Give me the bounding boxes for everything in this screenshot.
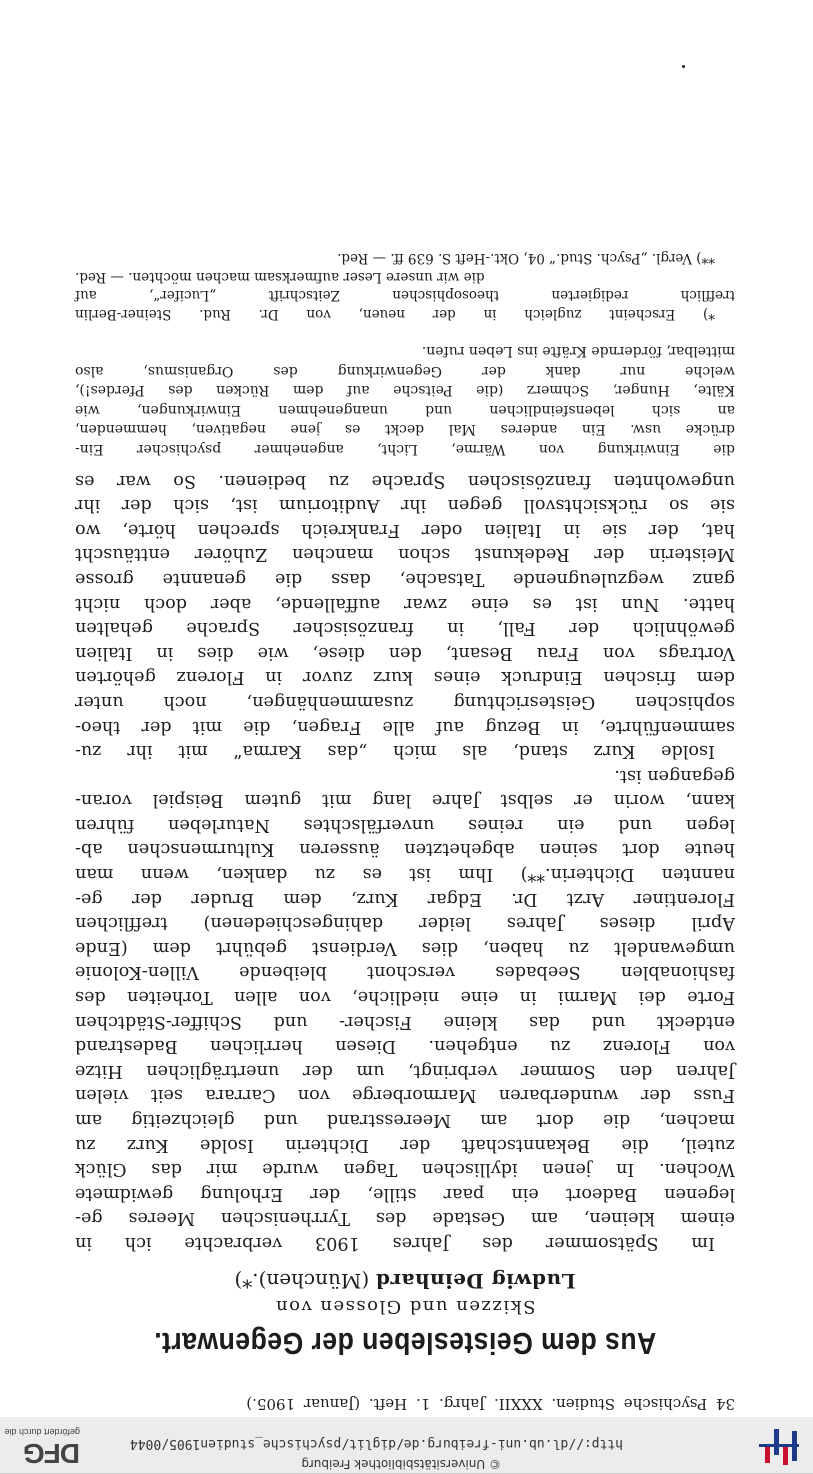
text-line: gewöhnlich der Fall, in französischer Sprache gehalten [75,618,735,639]
text-line: sophischen Geistesrichtung zusammenhängen, noch unter [75,691,735,712]
ub-freiburg-logo-icon [755,1425,801,1467]
text-line: an sich lebensfeindlichen und unangenehmen Einwirkungen, wie [75,402,735,418]
text-line: fashionablen Seebades verschont bleibende Villen-Kolonie [75,962,735,983]
text-line: machen, die dort am Meeresstrand und gleichzeitig am [75,1110,735,1131]
footnote-line: die wir unsere Leser aufmerksam machen möchten. — Red. [75,269,485,285]
text-line: nannten Dichterin.**) Ihm ist es zu danken, wenn man [75,864,735,885]
dfg-logo-letters: DFG [23,1438,80,1469]
text-line: ungewohnten französischen Sprache zu bedienen. So war es [75,470,735,491]
paragraph-3 [75,341,735,458]
author-name: Ludwig Deinhard [375,1269,576,1293]
text-line: ganz wegzuleugnende Tatsache, dass die genannte grosse [75,568,735,589]
paragraph-1 [75,763,735,1255]
dfg-logo [0,1423,86,1469]
scan-speck [682,65,685,68]
text-line: Florentiner Arzt Dr. Edgar Kurz, dem Bruder der ge- [75,888,735,909]
text-line: drücke usw. Ein anderes Mal deckt es jene negativen, hemmenden, [75,421,735,438]
text-line: Wochen. In jenen idyllischen Tagen wurde mir das Glück [75,1159,735,1180]
text-line: welche nur dank der Gegenwirkung des Organismus, also [75,363,735,379]
text-line: Im Spätsommer des Jahres 1903 verbrachte ich in [75,1233,715,1253]
document-url[interactable]: http://dl.ub.uni-freiburg.de/diglit/psychische_studien1905/0044 [129,1436,623,1451]
chapter-title: Aus dem Geistesleben der Gegenwart. [153,1326,657,1361]
footnotes [75,249,735,323]
text-line: legenen Badeort ein paar stille, der Erholung gewidmete [75,1183,735,1204]
text-line: Jahren den Sommer verbringt, um der unerträglichen Hitze [75,1060,735,1081]
chapter-subtitle: Skizzen und Glossen von [274,1296,536,1317]
library-footer-bar [0,1417,813,1474]
text-line: kann, worin er selbst Jahre lang mit gutem Beispiel voran- [75,790,735,811]
author-line [75,1269,735,1293]
text-line: zuteil, die Bekanntschaft der Dichterin Isolde Kurz zu [75,1134,735,1155]
text-line: umgewandelt zu haben, dies Verdienst gebührt dem (Ende [75,937,735,958]
copyright-notice: © Universitätsbibliothek Freiburg [301,1457,501,1471]
text-line: Kälte, Hunger, Schmerz (die Peitsche auf dem Rücken des Pferdes!), [75,382,735,399]
text-line: Fuss der wunderbaren Marmorberge von Carrara seit vielen [75,1085,735,1106]
text-line: die Einwirkung von Wärme, Licht, angenehmer psychischer Ein- [75,441,735,457]
text-line: hat, der sie in Italien oder Frankreich sprechen hörte, wo [75,519,735,540]
text-line: Isolde Kurz stand, als mich „das Karma“ mit ihr zu- [75,741,715,762]
footnote-line: *) Erscheint zugleich in der neuen, von Dr. Rud. Steiner-Berlin [75,306,715,322]
text-line: mittelbar, fördernde Kräfte ins Leben rufen. [421,343,735,360]
author-suffix: (München).*) [234,1269,376,1293]
footnote-line: **) Vergl. „Psych. Stud.“ 04, Okt.-Heft S. 639 ff. — Red. [337,250,715,267]
text-line: Forte dei Marmi in eine niedliche, von allen Torheiten des [75,987,735,1008]
text-line: von Florenz zu entgehen. Diesen herrlichen Badestrand [75,1036,735,1057]
running-head: 34 Psychische Studien. XXXII. Jahrg. 1. Heft. (Januar 1905.) [246,1395,735,1413]
text-line: einem kleinen, am Gestade des Tyrrhenischen Meeres ge- [75,1208,735,1229]
footnote-line: trefflich redigierten theosophischen Zeitschrift „Lucifer“, auf [75,287,735,304]
text-line: legen und ein reines unverfälschtes Naturleben führen [75,814,735,835]
book-page-content [75,249,735,1413]
text-line: Vortrags von Frau Besant, den diese, wie dies in Italien [75,642,735,663]
dfg-logo-caption: gefördert durch die [4,1427,80,1437]
text-line: April dieses Jahres leider dahingeschiedenen) trefflichen [75,913,735,934]
text-line: heute dort seinen abgehetzten äusseren Kulturmenschen ab- [75,839,735,860]
text-line: gegangen ist. [614,765,735,786]
text-line: sammenführte, in Bezug auf alle Fragen, die mit der theo- [75,716,735,737]
text-line: entdeckt und das kleine Fischer- und Schiffer-Städtchen [75,1011,735,1032]
text-line: hatte. Nun ist es eine zwar auffallende, aber doch nicht [75,593,735,614]
paragraph-2 [75,468,735,763]
text-line: dem frischen Eindruck eines kurz zuvor in Florenz gehörten [75,667,735,688]
text-line: sie so rücksichtsvoll gegen ihr Auditorium ist, sich der ihr [75,495,735,516]
text-line: Meisterin der Redekunst schon manchen Zuhörer enttäuscht [75,544,735,565]
